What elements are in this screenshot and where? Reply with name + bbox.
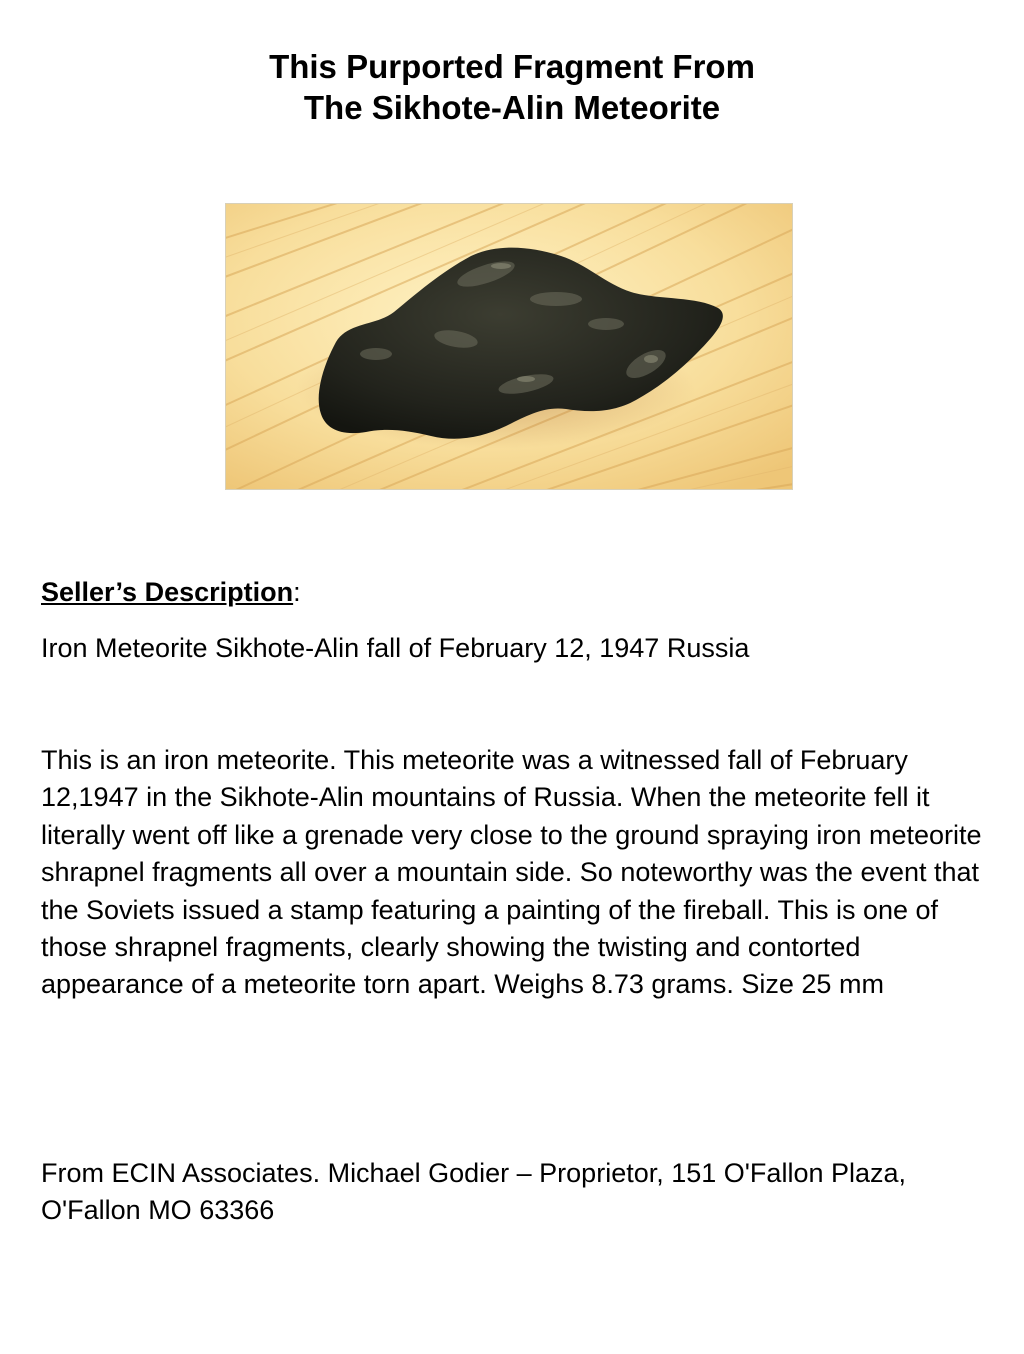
meteorite-photo [225,203,793,490]
summary-text: Iron Meteorite Sikhote-Alin fall of February 12, 1947 Russia [41,633,750,663]
page-title-line-2: The Sikhote-Alin Meteorite [303,89,721,126]
source-text: From ECIN Associates. Michael Godier – Proprietor, 151 O'Fallon Plaza, O'Fallon MO 63366 [41,1158,907,1226]
page-title-line-1: This Purported Fragment From [269,48,755,85]
section-heading [41,575,301,609]
description-text: This is an iron meteorite. This meteorite was a witnessed fall of February 12,1947 in the Sikhote-Alin mountains of Russia. When the meteorite fell it literally went off like a grenade very close to the ground spraying iron meteorite shrapnel fragments all over a mountain side. So noteworthy was the event that the Soviets issued a stamp featuring a painting of the fireball. This is one of those shrapnel fragments, clearly showing the twisting and contorted appearance of a meteorite torn apart. Weighs 8.73 grams. Size 25 mm [41,745,982,1000]
section-heading-label: Seller’s Description [41,577,294,607]
section-heading-colon: : [293,577,301,607]
page-title [0,46,1024,128]
